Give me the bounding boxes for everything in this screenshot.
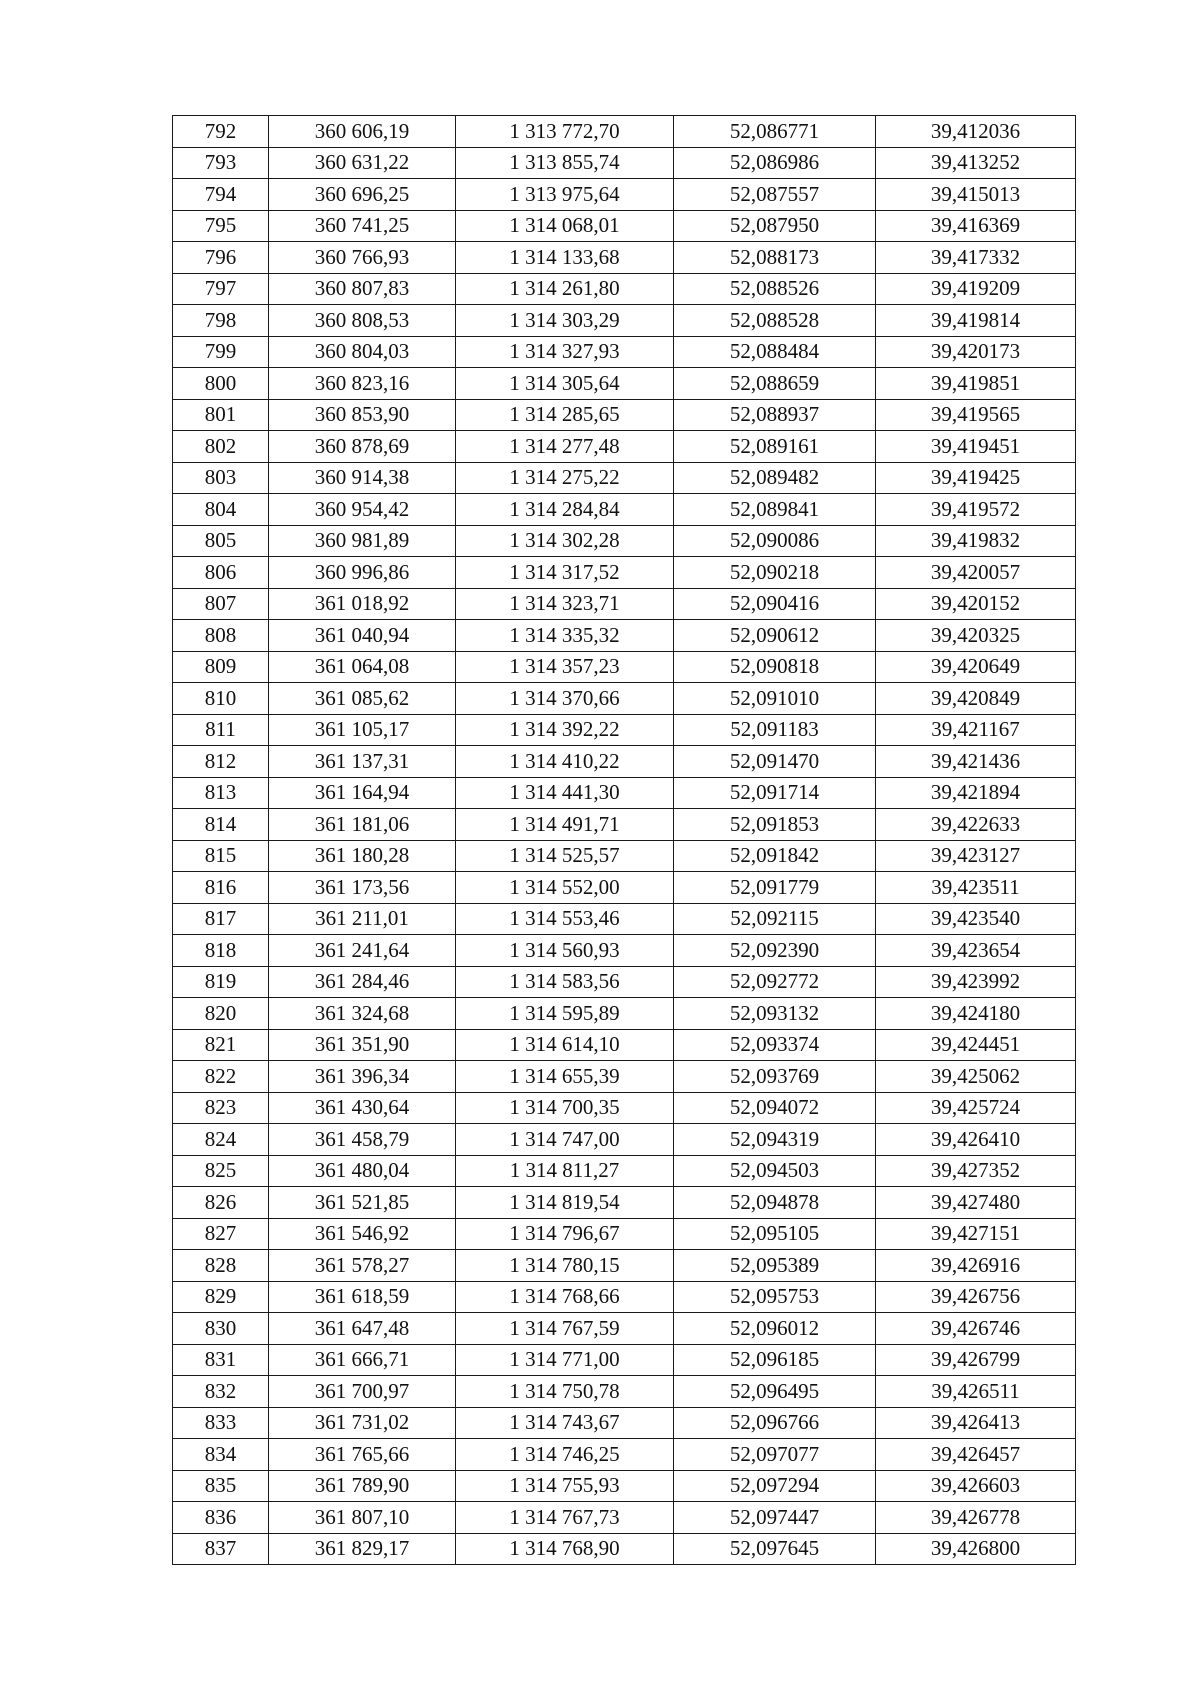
y-coordinate-cell: 1 314 392,22	[456, 714, 674, 746]
x-coordinate-cell: 360 804,03	[269, 336, 456, 368]
latitude-cell: 52,087557	[674, 179, 876, 211]
x-coordinate-cell: 361 137,31	[269, 746, 456, 778]
latitude-cell: 52,090416	[674, 588, 876, 620]
longitude-cell: 39,419209	[876, 273, 1076, 305]
table-row	[173, 1281, 1076, 1313]
longitude-cell: 39,426457	[876, 1439, 1076, 1471]
table-row	[173, 620, 1076, 652]
point-number-cell: 814	[173, 809, 269, 841]
point-number-cell: 799	[173, 336, 269, 368]
longitude-cell: 39,426756	[876, 1281, 1076, 1313]
latitude-cell: 52,091183	[674, 714, 876, 746]
longitude-cell: 39,426413	[876, 1407, 1076, 1439]
longitude-cell: 39,415013	[876, 179, 1076, 211]
latitude-cell: 52,094878	[674, 1187, 876, 1219]
y-coordinate-cell: 1 314 560,93	[456, 935, 674, 967]
y-coordinate-cell: 1 313 975,64	[456, 179, 674, 211]
latitude-cell: 52,097645	[674, 1533, 876, 1565]
longitude-cell: 39,416369	[876, 210, 1076, 242]
table-row	[173, 1344, 1076, 1376]
longitude-cell: 39,423511	[876, 872, 1076, 904]
point-number-cell: 817	[173, 903, 269, 935]
table-row	[173, 147, 1076, 179]
x-coordinate-cell: 361 578,27	[269, 1250, 456, 1282]
point-number-cell: 798	[173, 305, 269, 337]
table-row	[173, 809, 1076, 841]
x-coordinate-cell: 361 666,71	[269, 1344, 456, 1376]
y-coordinate-cell: 1 314 552,00	[456, 872, 674, 904]
x-coordinate-cell: 360 696,25	[269, 179, 456, 211]
y-coordinate-cell: 1 314 275,22	[456, 462, 674, 494]
longitude-cell: 39,417332	[876, 242, 1076, 274]
y-coordinate-cell: 1 313 855,74	[456, 147, 674, 179]
y-coordinate-cell: 1 314 317,52	[456, 557, 674, 589]
y-coordinate-cell: 1 314 595,89	[456, 998, 674, 1030]
latitude-cell: 52,095753	[674, 1281, 876, 1313]
point-number-cell: 827	[173, 1218, 269, 1250]
y-coordinate-cell: 1 313 772,70	[456, 116, 674, 148]
table-row	[173, 746, 1076, 778]
table-row	[173, 1218, 1076, 1250]
y-coordinate-cell: 1 314 768,90	[456, 1533, 674, 1565]
table-row	[173, 998, 1076, 1030]
point-number-cell: 797	[173, 273, 269, 305]
y-coordinate-cell: 1 314 410,22	[456, 746, 674, 778]
point-number-cell: 793	[173, 147, 269, 179]
latitude-cell: 52,095389	[674, 1250, 876, 1282]
longitude-cell: 39,420849	[876, 683, 1076, 715]
x-coordinate-cell: 361 284,46	[269, 966, 456, 998]
latitude-cell: 52,096185	[674, 1344, 876, 1376]
latitude-cell: 52,091714	[674, 777, 876, 809]
x-coordinate-cell: 361 040,94	[269, 620, 456, 652]
longitude-cell: 39,419832	[876, 525, 1076, 557]
x-coordinate-cell: 361 521,85	[269, 1187, 456, 1219]
longitude-cell: 39,425724	[876, 1092, 1076, 1124]
longitude-cell: 39,419565	[876, 399, 1076, 431]
y-coordinate-cell: 1 314 780,15	[456, 1250, 674, 1282]
y-coordinate-cell: 1 314 133,68	[456, 242, 674, 274]
longitude-cell: 39,420173	[876, 336, 1076, 368]
longitude-cell: 39,423992	[876, 966, 1076, 998]
point-number-cell: 794	[173, 179, 269, 211]
latitude-cell: 52,094319	[674, 1124, 876, 1156]
point-number-cell: 837	[173, 1533, 269, 1565]
latitude-cell: 52,091842	[674, 840, 876, 872]
point-number-cell: 795	[173, 210, 269, 242]
point-number-cell: 801	[173, 399, 269, 431]
point-number-cell: 833	[173, 1407, 269, 1439]
longitude-cell: 39,424180	[876, 998, 1076, 1030]
latitude-cell: 52,094503	[674, 1155, 876, 1187]
x-coordinate-cell: 361 085,62	[269, 683, 456, 715]
point-number-cell: 831	[173, 1344, 269, 1376]
table-row	[173, 1124, 1076, 1156]
table-row	[173, 494, 1076, 526]
point-number-cell: 824	[173, 1124, 269, 1156]
longitude-cell: 39,424451	[876, 1029, 1076, 1061]
latitude-cell: 52,089161	[674, 431, 876, 463]
longitude-cell: 39,419572	[876, 494, 1076, 526]
point-number-cell: 836	[173, 1502, 269, 1534]
table-row	[173, 305, 1076, 337]
table-row	[173, 368, 1076, 400]
latitude-cell: 52,087950	[674, 210, 876, 242]
point-number-cell: 816	[173, 872, 269, 904]
longitude-cell: 39,426511	[876, 1376, 1076, 1408]
coordinates-table-body	[173, 116, 1076, 1565]
x-coordinate-cell: 361 351,90	[269, 1029, 456, 1061]
table-row	[173, 966, 1076, 998]
table-row	[173, 1187, 1076, 1219]
point-number-cell: 812	[173, 746, 269, 778]
x-coordinate-cell: 360 766,93	[269, 242, 456, 274]
table-row	[173, 336, 1076, 368]
table-row	[173, 1029, 1076, 1061]
longitude-cell: 39,426603	[876, 1470, 1076, 1502]
table-row	[173, 872, 1076, 904]
y-coordinate-cell: 1 314 261,80	[456, 273, 674, 305]
longitude-cell: 39,423127	[876, 840, 1076, 872]
longitude-cell: 39,421167	[876, 714, 1076, 746]
point-number-cell: 819	[173, 966, 269, 998]
table-row	[173, 525, 1076, 557]
longitude-cell: 39,413252	[876, 147, 1076, 179]
y-coordinate-cell: 1 314 583,56	[456, 966, 674, 998]
point-number-cell: 834	[173, 1439, 269, 1471]
longitude-cell: 39,419425	[876, 462, 1076, 494]
y-coordinate-cell: 1 314 284,84	[456, 494, 674, 526]
x-coordinate-cell: 361 480,04	[269, 1155, 456, 1187]
table-row	[173, 116, 1076, 148]
longitude-cell: 39,420325	[876, 620, 1076, 652]
table-row	[173, 210, 1076, 242]
y-coordinate-cell: 1 314 700,35	[456, 1092, 674, 1124]
x-coordinate-cell: 360 853,90	[269, 399, 456, 431]
longitude-cell: 39,420057	[876, 557, 1076, 589]
table-row	[173, 557, 1076, 589]
table-row	[173, 651, 1076, 683]
y-coordinate-cell: 1 314 491,71	[456, 809, 674, 841]
point-number-cell: 815	[173, 840, 269, 872]
longitude-cell: 39,426746	[876, 1313, 1076, 1345]
x-coordinate-cell: 360 631,22	[269, 147, 456, 179]
table-row	[173, 1092, 1076, 1124]
point-number-cell: 828	[173, 1250, 269, 1282]
x-coordinate-cell: 361 105,17	[269, 714, 456, 746]
x-coordinate-cell: 360 823,16	[269, 368, 456, 400]
x-coordinate-cell: 361 731,02	[269, 1407, 456, 1439]
latitude-cell: 52,088526	[674, 273, 876, 305]
longitude-cell: 39,427480	[876, 1187, 1076, 1219]
y-coordinate-cell: 1 314 743,67	[456, 1407, 674, 1439]
x-coordinate-cell: 361 164,94	[269, 777, 456, 809]
longitude-cell: 39,427151	[876, 1218, 1076, 1250]
latitude-cell: 52,093769	[674, 1061, 876, 1093]
table-row	[173, 1407, 1076, 1439]
y-coordinate-cell: 1 314 302,28	[456, 525, 674, 557]
y-coordinate-cell: 1 314 323,71	[456, 588, 674, 620]
point-number-cell: 802	[173, 431, 269, 463]
point-number-cell: 835	[173, 1470, 269, 1502]
x-coordinate-cell: 361 789,90	[269, 1470, 456, 1502]
point-number-cell: 825	[173, 1155, 269, 1187]
table-row	[173, 273, 1076, 305]
x-coordinate-cell: 361 241,64	[269, 935, 456, 967]
longitude-cell: 39,425062	[876, 1061, 1076, 1093]
x-coordinate-cell: 360 878,69	[269, 431, 456, 463]
longitude-cell: 39,426778	[876, 1502, 1076, 1534]
point-number-cell: 823	[173, 1092, 269, 1124]
longitude-cell: 39,419814	[876, 305, 1076, 337]
latitude-cell: 52,092115	[674, 903, 876, 935]
latitude-cell: 52,093132	[674, 998, 876, 1030]
x-coordinate-cell: 361 180,28	[269, 840, 456, 872]
y-coordinate-cell: 1 314 768,66	[456, 1281, 674, 1313]
y-coordinate-cell: 1 314 327,93	[456, 336, 674, 368]
x-coordinate-cell: 361 458,79	[269, 1124, 456, 1156]
point-number-cell: 832	[173, 1376, 269, 1408]
x-coordinate-cell: 360 996,86	[269, 557, 456, 589]
longitude-cell: 39,421894	[876, 777, 1076, 809]
point-number-cell: 808	[173, 620, 269, 652]
point-number-cell: 821	[173, 1029, 269, 1061]
point-number-cell: 800	[173, 368, 269, 400]
latitude-cell: 52,095105	[674, 1218, 876, 1250]
latitude-cell: 52,088937	[674, 399, 876, 431]
point-number-cell: 810	[173, 683, 269, 715]
point-number-cell: 813	[173, 777, 269, 809]
latitude-cell: 52,088173	[674, 242, 876, 274]
latitude-cell: 52,090218	[674, 557, 876, 589]
y-coordinate-cell: 1 314 819,54	[456, 1187, 674, 1219]
y-coordinate-cell: 1 314 441,30	[456, 777, 674, 809]
table-row	[173, 1376, 1076, 1408]
x-coordinate-cell: 360 914,38	[269, 462, 456, 494]
y-coordinate-cell: 1 314 771,00	[456, 1344, 674, 1376]
x-coordinate-cell: 361 829,17	[269, 1533, 456, 1565]
x-coordinate-cell: 361 546,92	[269, 1218, 456, 1250]
longitude-cell: 39,420152	[876, 588, 1076, 620]
y-coordinate-cell: 1 314 068,01	[456, 210, 674, 242]
point-number-cell: 829	[173, 1281, 269, 1313]
x-coordinate-cell: 361 807,10	[269, 1502, 456, 1534]
table-row	[173, 1470, 1076, 1502]
x-coordinate-cell: 361 430,64	[269, 1092, 456, 1124]
longitude-cell: 39,421436	[876, 746, 1076, 778]
y-coordinate-cell: 1 314 614,10	[456, 1029, 674, 1061]
latitude-cell: 52,091010	[674, 683, 876, 715]
latitude-cell: 52,091779	[674, 872, 876, 904]
y-coordinate-cell: 1 314 277,48	[456, 431, 674, 463]
table-row	[173, 399, 1076, 431]
point-number-cell: 809	[173, 651, 269, 683]
table-row	[173, 431, 1076, 463]
point-number-cell: 792	[173, 116, 269, 148]
latitude-cell: 52,090818	[674, 651, 876, 683]
table-row	[173, 1313, 1076, 1345]
latitude-cell: 52,086986	[674, 147, 876, 179]
point-number-cell: 803	[173, 462, 269, 494]
y-coordinate-cell: 1 314 305,64	[456, 368, 674, 400]
point-number-cell: 820	[173, 998, 269, 1030]
table-row	[173, 462, 1076, 494]
table-row	[173, 1155, 1076, 1187]
x-coordinate-cell: 360 954,42	[269, 494, 456, 526]
x-coordinate-cell: 361 765,66	[269, 1439, 456, 1471]
y-coordinate-cell: 1 314 767,73	[456, 1502, 674, 1534]
latitude-cell: 52,086771	[674, 116, 876, 148]
y-coordinate-cell: 1 314 553,46	[456, 903, 674, 935]
x-coordinate-cell: 361 018,92	[269, 588, 456, 620]
point-number-cell: 807	[173, 588, 269, 620]
latitude-cell: 52,089482	[674, 462, 876, 494]
latitude-cell: 52,090612	[674, 620, 876, 652]
latitude-cell: 52,096012	[674, 1313, 876, 1345]
point-number-cell: 805	[173, 525, 269, 557]
point-number-cell: 826	[173, 1187, 269, 1219]
longitude-cell: 39,426410	[876, 1124, 1076, 1156]
point-number-cell: 830	[173, 1313, 269, 1345]
y-coordinate-cell: 1 314 655,39	[456, 1061, 674, 1093]
point-number-cell: 806	[173, 557, 269, 589]
latitude-cell: 52,096766	[674, 1407, 876, 1439]
table-row	[173, 1533, 1076, 1565]
y-coordinate-cell: 1 314 796,67	[456, 1218, 674, 1250]
y-coordinate-cell: 1 314 303,29	[456, 305, 674, 337]
y-coordinate-cell: 1 314 750,78	[456, 1376, 674, 1408]
x-coordinate-cell: 360 981,89	[269, 525, 456, 557]
latitude-cell: 52,091470	[674, 746, 876, 778]
y-coordinate-cell: 1 314 755,93	[456, 1470, 674, 1502]
x-coordinate-cell: 361 700,97	[269, 1376, 456, 1408]
latitude-cell: 52,089841	[674, 494, 876, 526]
y-coordinate-cell: 1 314 747,00	[456, 1124, 674, 1156]
longitude-cell: 39,426799	[876, 1344, 1076, 1376]
table-row	[173, 1439, 1076, 1471]
latitude-cell: 52,092390	[674, 935, 876, 967]
point-number-cell: 818	[173, 935, 269, 967]
table-row	[173, 179, 1076, 211]
x-coordinate-cell: 361 647,48	[269, 1313, 456, 1345]
table-row	[173, 777, 1076, 809]
coordinates-table	[172, 115, 1076, 1565]
table-row	[173, 935, 1076, 967]
y-coordinate-cell: 1 314 811,27	[456, 1155, 674, 1187]
x-coordinate-cell: 361 396,34	[269, 1061, 456, 1093]
latitude-cell: 52,094072	[674, 1092, 876, 1124]
point-number-cell: 796	[173, 242, 269, 274]
y-coordinate-cell: 1 314 746,25	[456, 1439, 674, 1471]
longitude-cell: 39,412036	[876, 116, 1076, 148]
y-coordinate-cell: 1 314 285,65	[456, 399, 674, 431]
latitude-cell: 52,097447	[674, 1502, 876, 1534]
latitude-cell: 52,097294	[674, 1470, 876, 1502]
x-coordinate-cell: 361 173,56	[269, 872, 456, 904]
x-coordinate-cell: 361 324,68	[269, 998, 456, 1030]
x-coordinate-cell: 361 211,01	[269, 903, 456, 935]
longitude-cell: 39,423654	[876, 935, 1076, 967]
longitude-cell: 39,422633	[876, 809, 1076, 841]
x-coordinate-cell: 360 741,25	[269, 210, 456, 242]
y-coordinate-cell: 1 314 357,23	[456, 651, 674, 683]
longitude-cell: 39,426800	[876, 1533, 1076, 1565]
x-coordinate-cell: 361 618,59	[269, 1281, 456, 1313]
longitude-cell: 39,427352	[876, 1155, 1076, 1187]
y-coordinate-cell: 1 314 335,32	[456, 620, 674, 652]
longitude-cell: 39,426916	[876, 1250, 1076, 1282]
table-row	[173, 840, 1076, 872]
latitude-cell: 52,090086	[674, 525, 876, 557]
table-row	[173, 1061, 1076, 1093]
latitude-cell: 52,088659	[674, 368, 876, 400]
table-row	[173, 1250, 1076, 1282]
latitude-cell: 52,088484	[674, 336, 876, 368]
latitude-cell: 52,091853	[674, 809, 876, 841]
table-row	[173, 1502, 1076, 1534]
table-row	[173, 588, 1076, 620]
y-coordinate-cell: 1 314 370,66	[456, 683, 674, 715]
x-coordinate-cell: 361 181,06	[269, 809, 456, 841]
longitude-cell: 39,419451	[876, 431, 1076, 463]
table-row	[173, 242, 1076, 274]
x-coordinate-cell: 360 808,53	[269, 305, 456, 337]
table-row	[173, 714, 1076, 746]
x-coordinate-cell: 360 606,19	[269, 116, 456, 148]
longitude-cell: 39,419851	[876, 368, 1076, 400]
y-coordinate-cell: 1 314 767,59	[456, 1313, 674, 1345]
longitude-cell: 39,423540	[876, 903, 1076, 935]
point-number-cell: 811	[173, 714, 269, 746]
point-number-cell: 804	[173, 494, 269, 526]
latitude-cell: 52,097077	[674, 1439, 876, 1471]
point-number-cell: 822	[173, 1061, 269, 1093]
longitude-cell: 39,420649	[876, 651, 1076, 683]
table-row	[173, 683, 1076, 715]
table-row	[173, 903, 1076, 935]
latitude-cell: 52,088528	[674, 305, 876, 337]
x-coordinate-cell: 360 807,83	[269, 273, 456, 305]
y-coordinate-cell: 1 314 525,57	[456, 840, 674, 872]
latitude-cell: 52,092772	[674, 966, 876, 998]
latitude-cell: 52,096495	[674, 1376, 876, 1408]
latitude-cell: 52,093374	[674, 1029, 876, 1061]
x-coordinate-cell: 361 064,08	[269, 651, 456, 683]
